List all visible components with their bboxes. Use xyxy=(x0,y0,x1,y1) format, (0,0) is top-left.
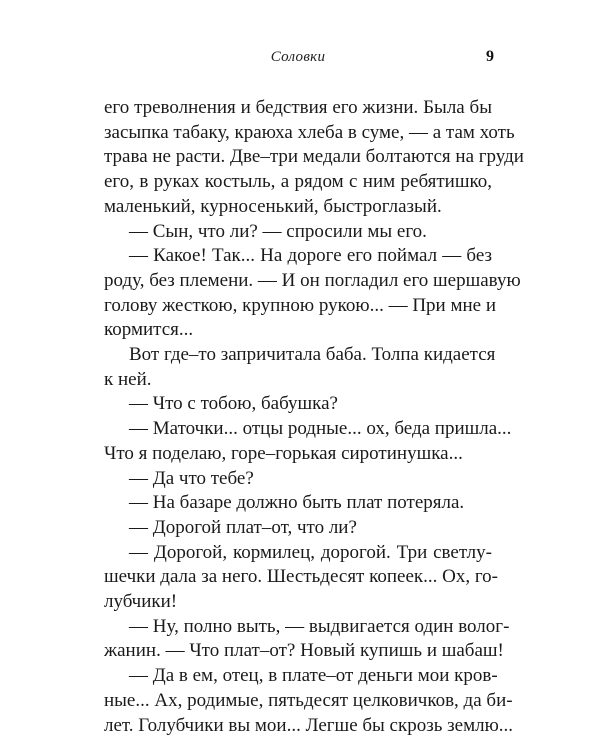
body-text xyxy=(104,96,524,738)
text-line: голову жесткою, крупною рукою... — При мне и xyxy=(104,294,497,316)
text-line: — Ну, полно выть, — выдвигается один волог- xyxy=(129,615,510,637)
text-line: — Какое! Так... На дороге его поймал — без xyxy=(129,245,492,267)
text-line: — Маточки... отцы родные... ох, беда пришла... xyxy=(129,418,512,440)
text-line: — Дорогой, кормилец, дорогой. Три светлу- xyxy=(129,541,492,563)
text-line: — Сын, что ли? — спросили мы его. xyxy=(129,220,427,242)
text-line: Вот где–то запричитала баба. Толпа кидается xyxy=(129,344,496,366)
text-line: — Да в ем, отец, в плате–от деньги мои кров- xyxy=(129,665,498,687)
text-line: — Дорогой плат–от, что ли? xyxy=(129,516,357,538)
text-line: — Что с тобою, бабушка? xyxy=(129,393,338,415)
text-line: лет. Голубчики вы мои... Легше бы скрозь землю... xyxy=(104,714,514,736)
text-line: — Да что тебе? xyxy=(129,467,254,489)
text-line: шечки дала за него. Шестьдесят копеек... Ох, го- xyxy=(104,566,499,588)
text-line: ные... Ах, родимые, пятьдесят целковичков, да би- xyxy=(104,689,513,711)
text-line: — На базаре должно быть плат потеряла. xyxy=(129,492,465,514)
text-line: маленький, курносенький, быстроглазый. xyxy=(104,195,442,217)
text-line: Что я поделаю, горе–горькая сиротинушка... xyxy=(104,442,463,464)
text-line: его треволнения и бедствия его жизни. Была бы xyxy=(104,97,492,118)
page-number: 9 xyxy=(486,48,494,65)
text-line: жанин. — Что плат–от? Новый купишь и шабаш! xyxy=(104,640,504,662)
running-title: Соловки xyxy=(270,49,326,65)
running-head xyxy=(104,49,492,73)
text-line: к ней. xyxy=(104,368,152,390)
text-line: засыпка табаку, краюха хлеба в суме, — а там хоть xyxy=(104,121,515,143)
text-line: трава не расти. Две–три медали болтаются на груди xyxy=(104,146,524,168)
text-line: роду, без племени. — И он погладил его шершавую xyxy=(104,269,521,291)
text-line: его, в руках костыль, а рядом с ним ребятишко, xyxy=(104,171,492,193)
text-line: лубчики! xyxy=(104,591,178,613)
text-line: кормится... xyxy=(104,319,194,341)
